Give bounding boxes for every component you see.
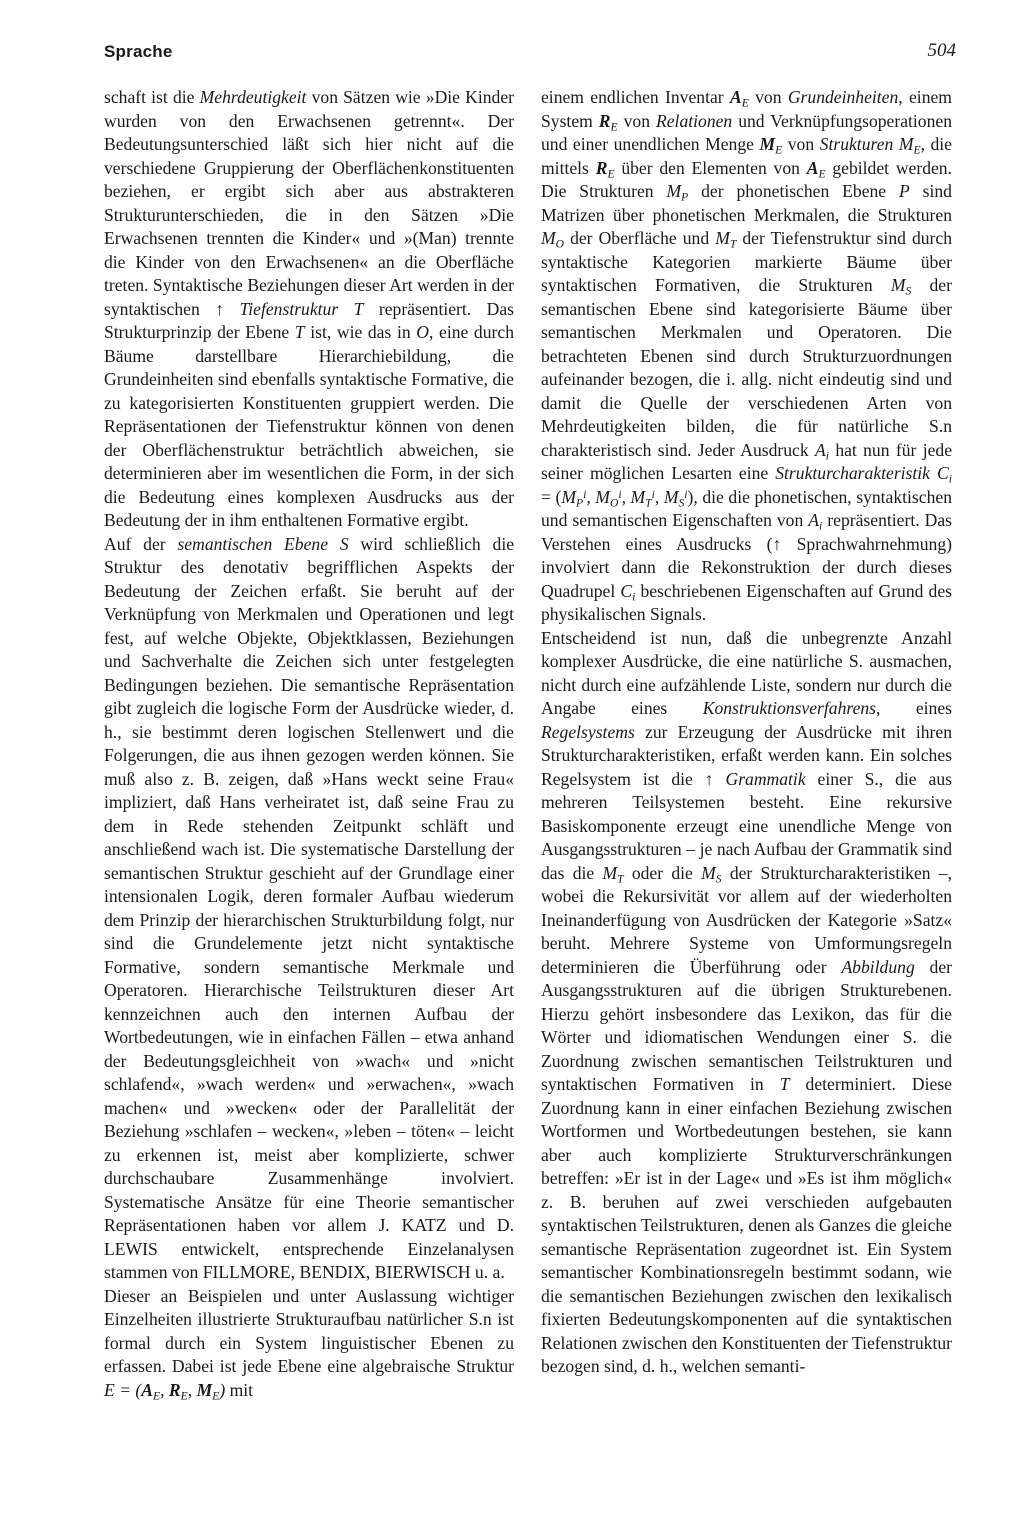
paragraph: Entscheidend ist nun, daß die unbegrenzte Anzahl komplexer Ausdrücke, die eine natürliche S. ausmachen, nicht durch eine aufzählende Liste, sondern nur durch die Angabe eines Konstruktionsverfahrens, eines Regelsystems zur Erzeugung der Ausdrücke mit ihren Strukturcharakteristiken, erfaßt werden kann. Ein solches Regelsystem ist die ↑ Grammatik einer S., die aus mehreren Teilsystemen besteht. Eine rekursive Basiskomponente erzeugt eine unendliche Menge von Ausgangsstrukturen – je nach Aufbau der Grammatik sind das die $M_T$ oder die $M_S$ der Strukturcharakteristiken –, wobei die Rekursivität vor allem auf der wiederholten Ineinanderfügung von Ausdrücken der Kategorie »Satz« beruht. Mehrere Systeme von Umformungsregeln determinieren die Überführung oder Abbildung der Ausgangsstrukturen auf die übrigen Strukturebenen. Hierzu gehört insbesondere das Lexikon, das für die Wörter und idiomatischen Wendungen einer S. die Zuordnung zwischen semantischen Teilstrukturen und syntaktischen Formativen in T determiniert. Diese Zuordnung kann in einer einfachen Beziehung zwischen Wortformen und Wortbedeutungen bestehen, sie kann aber auch komplizierte Strukturverschränkungen betreffen: »Er ist in der Lage« und »Es ist ihm möglich« z. B. beruhen auf zwei verschieden aufgebauten syntaktischen Teilstrukturen, denen als Ganzes die gleiche semantische Repräsentation zugeordnet ist. Ein System semantischer Kombinationsregeln bestimmt sodann, wie die semantischen Beziehungen zwischen den lexikalisch fixierten Bedeutungskomponenten auf die syntaktischen Relationen zwischen den Konstituenten der Tiefenstruktur bezogen sind, d. h., welchen semanti- bbox=[541, 627, 952, 1376]
running-header: Sprache bbox=[104, 42, 173, 61]
right-column bbox=[541, 86, 952, 1379]
left-column bbox=[104, 86, 514, 1402]
paragraph: einem endlichen Inventar $A_E$ von Grundeinheiten, einem System $R_E$ von Relationen und Verknüpfungsoperationen und einer unendlichen Menge $M_E$ von Strukturen $M_E$, die mittels $R_E$ über den Elementen von $A_E$ gebildet werden. Die Strukturen $M_P$ der phonetischen Ebene P sind Matrizen über phonetischen Merkmalen, die Strukturen $M_O$ der Oberfläche und $M_T$ der Tiefenstruktur sind durch syntaktische Kategorien markierte Bäume über syntaktischen Formativen, die Strukturen $M_S$ der semantischen Ebene sind kategorisierte Bäume über semantischen Merkmalen und Operatoren. Die betrachteten Ebenen sind durch Strukturzuordnungen aufeinander bezogen, die i. allg. nicht eindeutig sind und damit die Quelle der verschiedenen Arten von Mehrdeutigkeiten bilden, die für natürliche S.n charakteristisch sind. Jeder Ausdruck $A_i$ hat nun für jede seiner möglichen Lesarten eine Strukturcharakteristik $C_i = (M_P^i$, $M_O^i$, $M_T^i$, $M_S^i$), die die phonetischen, syntaktischen und semantischen Eigenschaften von $A_i$ repräsentiert. Das Verstehen eines Ausdrucks (↑ Sprachwahrnehmung) involviert dann die Rekonstruktion der durch dieses Quadrupel $C_i$ beschriebenen Eigenschaften auf Grund des physikalischen Signals. bbox=[541, 87, 953, 624]
arrow-up-icon: ↑ bbox=[704, 768, 714, 789]
formula: $E = (A_E$, $R_E$, $M_E$) bbox=[104, 1379, 226, 1402]
arrow-up-icon: ↑ bbox=[215, 298, 225, 319]
arrow-up-icon: ↑ bbox=[772, 533, 782, 554]
page-number: 504 bbox=[927, 40, 956, 61]
formula: $M_P^i$, $M_O^i$, $M_T^i$, $M_S^i$ bbox=[561, 486, 688, 509]
paragraph: schaft ist die Mehrdeutigkeit von Sätzen wie »Die Kinder wurden von den Erwachsenen getrennt«. Der Bedeutungsunterschied läßt sich hier nicht auf die verschiedene Gruppierung der Oberflächenkonstituenten beziehen, er ergibt sich aber aus abstrakteren Strukturunterschieden, die in den Sätzen »Die Erwachsenen trennten die Kinder« und »(Man) trennte die Kinder von den Erwachsenen« an die Oberfläche treten. Syntaktische Beziehungen dieser Art werden in der syntaktischen ↑ Tiefenstruktur T repräsentiert. Das Strukturprinzip der Ebene T ist, wie das in O, eine durch Bäume darstellbare Hierarchiebildung, die Grundeinheiten sind ebenfalls syntaktische Formative, die zu kategorisierten Konstituenten gruppiert werden. Die Repräsentationen der Tiefenstruktur können von denen der Oberflächenstruktur beträchtlich abweichen, sie determinieren aber im wesentlichen die Form, in der sich die Bedeutung eines komplexen Ausdrucks aus der Bedeutung der in ihm enthaltenen Formative ergibt. bbox=[104, 87, 514, 530]
paragraph: Dieser an Beispielen und unter Auslassung wichtiger Einzelheiten illustrierte Strukturaufbau natürlicher S.n ist formal durch ein System linguistischer Ebenen zu erfassen. Dabei ist jede Ebene eine algebraische Struktur $E = (A_E$, $R_E$, $M_E$) mit bbox=[104, 1285, 514, 1402]
paragraph: Auf der semantischen Ebene S wird schließlich die Struktur des denotativ begrifflichen Aspekts der Bedeutung der Zeichen erfaßt. Sie beruht auf der Verknüpfung von Merkmalen und Operationen und legt fest, auf welche Objekte, Objektklassen, Beziehungen und Sachverhalte die Zeichen sich unter festgelegten Bedingungen beziehen. Die semantische Repräsentation gibt zugleich die logische Form der Ausdrücke wieder, d. h., sie bestimmt deren logischen Stellenwert und die Folgerungen, die aus ihnen gezogen werden können. Sie muß also z. B. zeigen, daß »Hans weckt seine Frau« impliziert, daß Hans verheiratet ist, daß seine Frau zu dem in Rede stehenden Zeitpunkt schläft und anschließend wach ist. Die systematische Darstellung der semantischen Struktur geschieht auf der Grundlage einer intensionalen Logik, deren formaler Aufbau wiederum dem Prinzip der hierarchischen Strukturbildung folgt, nur sind die Grundelemente jetzt nicht syntaktische Formative, sondern semantische Merkmale und Operatoren. Hierarchische Teilstrukturen dieser Art kennzeichnen auch den internen Aufbau der Wortbedeutungen, wie in einfachen Fällen – etwa anhand der Bedeutungsgleichheit von »wach« und »nicht schlafend«, »wach werden« und »erwachen«, »wach machen« und »wecken« oder der Parallelität der Beziehung »schlafen – wecken«, »leben – töten« – leicht zu erkennen ist, meist aber komplizierte, schwer durchschaubare Zusammenhänge involviert. Systematische Ansätze für eine Theorie semantischer Repräsentationen haben vor allem J. KATZ und D. LEWIS entwickelt, entsprechende Einzelanalysen stammen von FILLMORE, BENDIX, BIERWISCH u. a. bbox=[104, 533, 515, 1282]
